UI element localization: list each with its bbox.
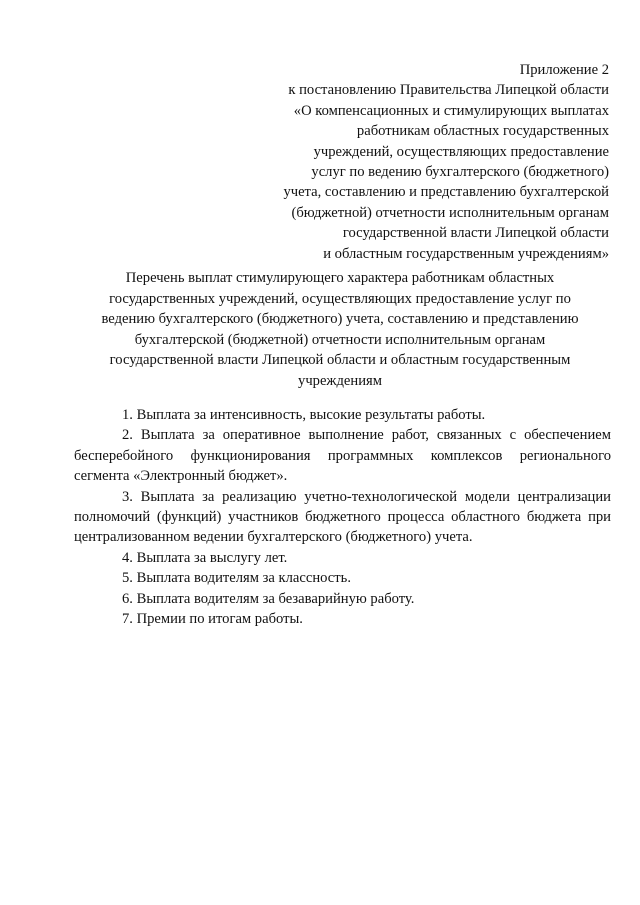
list-item: 1. Выплата за интенсивность, высокие результаты работы. [122, 407, 486, 423]
appendix-line: услуг по ведению бухгалтерского (бюджетного) [311, 164, 609, 181]
title-line: государственной власти Липецкой области и областным государственным [109, 352, 571, 369]
document-title [80, 268, 600, 392]
list-item: 3. Выплата за реализацию учетно-технологической модели централизации полномочий (функций) участников бюджетного процесса областного бюджета при централизованном ведении бухгалтерского (бюджетного) учета. [74, 488, 611, 546]
appendix-line: учреждений, осуществляющих предоставление [313, 143, 609, 160]
appendix-line: к постановлению Правительства Липецкой области [288, 82, 609, 99]
appendix-line: «О компенсационных и стимулирующих выплатах [293, 102, 609, 119]
list-item: 5. Выплата водителям за классность. [122, 570, 351, 587]
list-item: 7. Премии по итогам работы. [122, 611, 303, 628]
list-item: 4. Выплата за выслугу лет. [122, 549, 288, 566]
title-line: учреждениям [298, 372, 382, 389]
appendix-line: (бюджетной) отчетности исполнительным органам [291, 204, 609, 221]
payments-list [74, 405, 611, 629]
title-line: государственных учреждений, осуществляющих предоставление услуг по [109, 290, 571, 307]
appendix-header [189, 60, 609, 264]
title-line: ведению бухгалтерского (бюджетного) учета, составлению и представлению [101, 311, 579, 328]
list-item: 6. Выплата водителям за безаварийную работу. [122, 590, 415, 607]
appendix-line: и областным государственным учреждениям» [323, 245, 609, 262]
title-line: Перечень выплат стимулирующего характера работникам областных [125, 270, 555, 286]
list-item: 2. Выплата за оперативное выполнение работ, связанных с обеспечением бесперебойного функционирования программных комплексов регионального сегмента «Электронный бюджет». [74, 427, 611, 485]
title-line: бухгалтерской (бюджетной) отчетности исполнительным органам [134, 331, 546, 348]
appendix-line: Приложение 2 [519, 62, 609, 78]
appendix-line: учета, составлению и представлению бухгалтерской [283, 184, 609, 201]
appendix-line: работникам областных государственных [356, 123, 609, 140]
appendix-line: государственной власти Липецкой области [342, 225, 609, 242]
